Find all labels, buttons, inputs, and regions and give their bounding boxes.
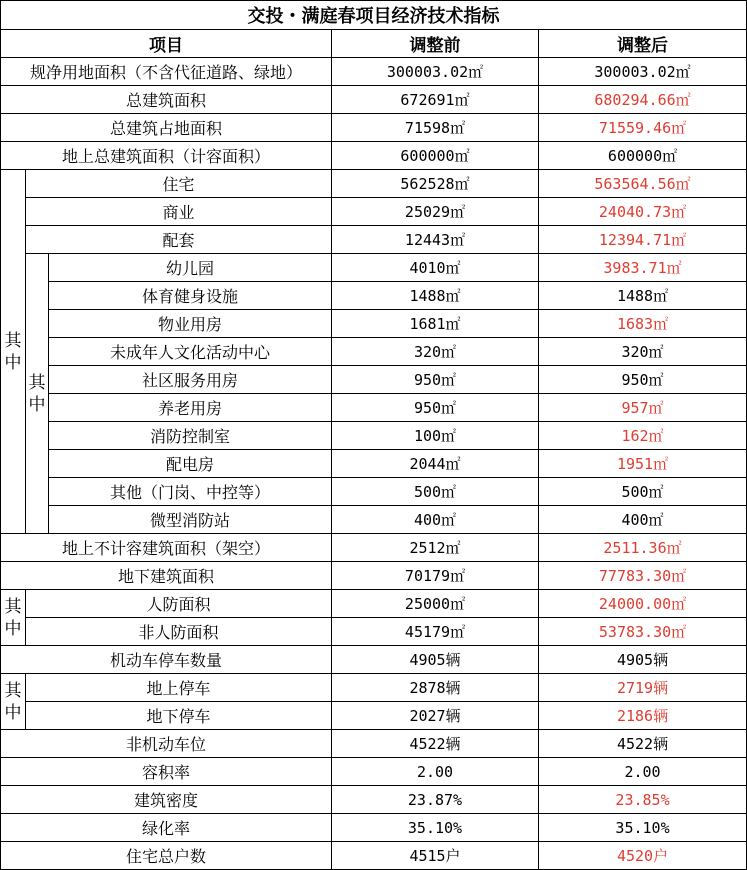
after-cell: 2.00 xyxy=(539,758,747,786)
item-cell: 总建筑占地面积 xyxy=(1,114,332,142)
group-label-outer: 其中 xyxy=(1,170,26,534)
table-row xyxy=(1,506,747,534)
before-cell: 672691㎡ xyxy=(332,86,539,114)
before-cell: 2044㎡ xyxy=(332,450,539,478)
before-cell: 4515户 xyxy=(332,842,539,870)
table-row xyxy=(1,226,747,254)
before-cell: 25029㎡ xyxy=(332,198,539,226)
title-row xyxy=(1,1,747,30)
item-cell: 未成年人文化活动中心 xyxy=(49,338,332,366)
item-cell: 人防面积 xyxy=(26,590,332,618)
before-cell: 2.00 xyxy=(332,758,539,786)
before-cell: 1488㎡ xyxy=(332,282,539,310)
header-before: 调整前 xyxy=(332,30,539,58)
table-row xyxy=(1,478,747,506)
after-cell: 24040.73㎡ xyxy=(539,198,747,226)
table-row xyxy=(1,618,747,646)
before-cell: 2512㎡ xyxy=(332,534,539,562)
after-cell: 1683㎡ xyxy=(539,310,747,338)
after-cell: 162㎡ xyxy=(539,422,747,450)
table-title: 交投・满庭春项目经济技术指标 xyxy=(1,1,747,30)
table-row xyxy=(1,842,747,870)
after-cell: 600000㎡ xyxy=(539,142,747,170)
before-cell: 100㎡ xyxy=(332,422,539,450)
table-row xyxy=(1,758,747,786)
before-cell: 950㎡ xyxy=(332,366,539,394)
after-cell: 4905辆 xyxy=(539,646,747,674)
item-cell: 非人防面积 xyxy=(26,618,332,646)
header-row xyxy=(1,30,747,58)
item-cell: 绿化率 xyxy=(1,814,332,842)
before-cell: 400㎡ xyxy=(332,506,539,534)
table-row xyxy=(1,674,747,702)
item-cell: 消防控制室 xyxy=(49,422,332,450)
table-row xyxy=(1,450,747,478)
item-cell: 建筑密度 xyxy=(1,786,332,814)
after-cell: 2511.36㎡ xyxy=(539,534,747,562)
table-row xyxy=(1,170,747,198)
table-row xyxy=(1,646,747,674)
after-cell: 24000.00㎡ xyxy=(539,590,747,618)
table-row xyxy=(1,310,747,338)
before-cell: 23.87% xyxy=(332,786,539,814)
after-cell: 53783.30㎡ xyxy=(539,618,747,646)
before-cell: 2878辆 xyxy=(332,674,539,702)
before-cell: 500㎡ xyxy=(332,478,539,506)
item-cell: 规净用地面积（不含代征道路、绿地） xyxy=(1,58,332,86)
table-row xyxy=(1,562,747,590)
item-cell: 体育健身设施 xyxy=(49,282,332,310)
group-label-underground: 其中 xyxy=(1,590,26,646)
table-row xyxy=(1,394,747,422)
item-cell: 非机动车位 xyxy=(1,730,332,758)
before-cell: 4905辆 xyxy=(332,646,539,674)
item-cell: 幼儿园 xyxy=(49,254,332,282)
item-cell: 养老用房 xyxy=(49,394,332,422)
after-cell: 300003.02㎡ xyxy=(539,58,747,86)
item-cell: 社区服务用房 xyxy=(49,366,332,394)
item-cell: 总建筑面积 xyxy=(1,86,332,114)
table-row xyxy=(1,198,747,226)
after-cell: 23.85% xyxy=(539,786,747,814)
table-row xyxy=(1,422,747,450)
before-cell: 950㎡ xyxy=(332,394,539,422)
item-cell: 商业 xyxy=(26,198,332,226)
before-cell: 12443㎡ xyxy=(332,226,539,254)
after-cell: 12394.71㎡ xyxy=(539,226,747,254)
table-row xyxy=(1,254,747,282)
item-cell: 配电房 xyxy=(49,450,332,478)
after-cell: 957㎡ xyxy=(539,394,747,422)
table-row xyxy=(1,786,747,814)
before-cell: 4010㎡ xyxy=(332,254,539,282)
header-item: 项目 xyxy=(1,30,332,58)
table-row xyxy=(1,114,747,142)
table-row xyxy=(1,590,747,618)
after-cell: 35.10% xyxy=(539,814,747,842)
item-cell: 住宅 xyxy=(26,170,332,198)
group-label-parking: 其中 xyxy=(1,674,26,730)
item-cell: 地上总建筑面积（计容面积） xyxy=(1,142,332,170)
table-row xyxy=(1,730,747,758)
after-cell: 4522辆 xyxy=(539,730,747,758)
before-cell: 300003.02㎡ xyxy=(332,58,539,86)
item-cell: 配套 xyxy=(26,226,332,254)
after-cell: 400㎡ xyxy=(539,506,747,534)
item-cell: 机动车停车数量 xyxy=(1,646,332,674)
before-cell: 320㎡ xyxy=(332,338,539,366)
after-cell: 4520户 xyxy=(539,842,747,870)
after-cell: 680294.66㎡ xyxy=(539,86,747,114)
before-cell: 25000㎡ xyxy=(332,590,539,618)
table-row xyxy=(1,366,747,394)
item-cell: 地下建筑面积 xyxy=(1,562,332,590)
after-cell: 500㎡ xyxy=(539,478,747,506)
before-cell: 70179㎡ xyxy=(332,562,539,590)
before-cell: 600000㎡ xyxy=(332,142,539,170)
table-row xyxy=(1,702,747,730)
item-cell: 地上不计容建筑面积（架空） xyxy=(1,534,332,562)
after-cell: 77783.30㎡ xyxy=(539,562,747,590)
before-cell: 562528㎡ xyxy=(332,170,539,198)
before-cell: 71598㎡ xyxy=(332,114,539,142)
table-row xyxy=(1,142,747,170)
item-cell: 地上停车 xyxy=(26,674,332,702)
before-cell: 35.10% xyxy=(332,814,539,842)
after-cell: 2186辆 xyxy=(539,702,747,730)
table-row xyxy=(1,338,747,366)
after-cell: 563564.56㎡ xyxy=(539,170,747,198)
after-cell: 71559.46㎡ xyxy=(539,114,747,142)
before-cell: 4522辆 xyxy=(332,730,539,758)
table-row xyxy=(1,814,747,842)
after-cell: 950㎡ xyxy=(539,366,747,394)
item-cell: 地下停车 xyxy=(26,702,332,730)
after-cell: 3983.71㎡ xyxy=(539,254,747,282)
group-label-inner: 其中 xyxy=(26,254,49,534)
after-cell: 1951㎡ xyxy=(539,450,747,478)
item-cell: 其他（门岗、中控等） xyxy=(49,478,332,506)
header-after: 调整后 xyxy=(539,30,747,58)
after-cell: 320㎡ xyxy=(539,338,747,366)
before-cell: 1681㎡ xyxy=(332,310,539,338)
table-row xyxy=(1,534,747,562)
item-cell: 物业用房 xyxy=(49,310,332,338)
after-cell: 2719辆 xyxy=(539,674,747,702)
table-row xyxy=(1,86,747,114)
item-cell: 容积率 xyxy=(1,758,332,786)
item-cell: 住宅总户数 xyxy=(1,842,332,870)
before-cell: 45179㎡ xyxy=(332,618,539,646)
item-cell: 微型消防站 xyxy=(49,506,332,534)
before-cell: 2027辆 xyxy=(332,702,539,730)
table-row xyxy=(1,58,747,86)
after-cell: 1488㎡ xyxy=(539,282,747,310)
table-row xyxy=(1,282,747,310)
